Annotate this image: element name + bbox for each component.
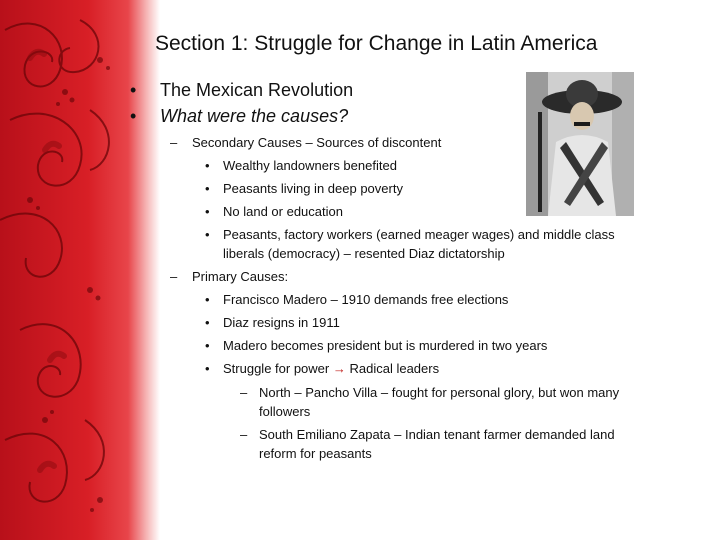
bullet-marker: •	[205, 227, 210, 242]
leader-item: North – Pancho Villa – fought for personal glory, but won many	[259, 385, 620, 400]
dash-marker: –	[240, 385, 248, 400]
leader-item-continued: followers	[259, 404, 311, 419]
bullet-causes-question: What were the causes?	[160, 106, 349, 126]
primary-item	[223, 361, 439, 376]
secondary-item: Peasants, factory workers (earned meager wages) and middle class	[223, 227, 615, 242]
primary-causes-heading: Primary Causes:	[192, 269, 289, 284]
secondary-causes-heading: Secondary Causes – Sources of discontent	[192, 135, 442, 150]
primary-item: Diaz resigns in 1911	[223, 315, 340, 330]
bullet-marker: •	[205, 315, 210, 330]
dash-marker: –	[170, 269, 178, 284]
secondary-item: Wealthy landowners benefited	[223, 158, 397, 173]
right-arrow-icon: →	[332, 361, 346, 376]
bullet-mexican-revolution: The Mexican Revolution	[160, 80, 354, 100]
dash-marker: –	[170, 135, 178, 150]
radical-leaders-text: Radical leaders	[349, 361, 440, 376]
secondary-item: Peasants living in deep poverty	[223, 181, 403, 196]
dash-marker: –	[240, 427, 248, 442]
bullet-marker: •	[205, 338, 210, 353]
bullet-marker: •	[205, 158, 210, 173]
struggle-for-power-text: Struggle for power	[223, 361, 330, 376]
bullet-marker: •	[130, 80, 137, 100]
secondary-item: No land or education	[223, 204, 343, 219]
leader-item: South Emiliano Zapata – Indian tenant farmer demanded land	[259, 427, 615, 442]
bullet-marker: •	[205, 292, 210, 307]
secondary-item-continued: liberals (democracy) – resented Diaz dictatorship	[223, 246, 505, 261]
bullet-marker: •	[205, 181, 210, 196]
bullet-marker: •	[130, 106, 137, 126]
bullet-marker: •	[205, 361, 210, 376]
leader-item-continued: reform for peasants	[259, 446, 372, 461]
bullet-marker: •	[205, 204, 210, 219]
slide-title: Section 1: Struggle for Change in Latin America	[155, 32, 598, 55]
primary-item: Francisco Madero – 1910 demands free elections	[223, 292, 509, 307]
primary-item: Madero becomes president but is murdered in two years	[223, 338, 548, 353]
